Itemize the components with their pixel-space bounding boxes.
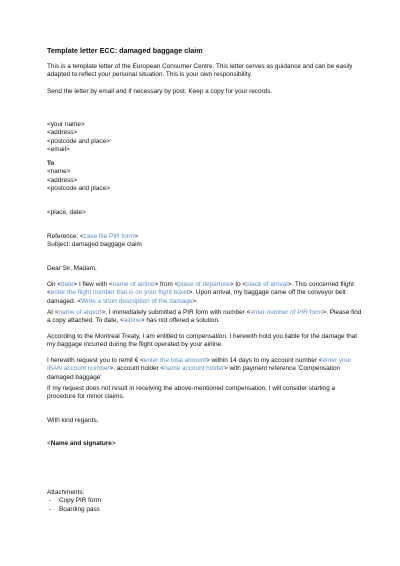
placeholder-airline-2: airline [123,317,141,325]
placeholder-pir-number: enter number of PIR form [250,309,323,316]
attachments-block [47,489,362,514]
paragraph-procedure: If my request does not result in receiving the above-mentioned compensation, I will consider starting a procedure for minor claims. [47,385,336,401]
attachment-item: - Copy PIR form [47,497,362,505]
intro-instructions: Send the letter by email and if necessary by post. Keep a copy for your records. [47,88,273,95]
placeholder-arrival: place of arrival [246,281,288,288]
attachment-item: - Boarding pass [47,506,362,514]
recipient-to-label: To [47,160,55,167]
recipient-address: <address> [47,176,78,184]
recipient-postcode: <postcode and place> [47,185,110,193]
attachments-label: Attachments: [47,489,85,496]
placeholder-airport: name of airport [58,309,102,316]
subject-line: Subject: damaged baggage claim [47,241,142,249]
intro-paragraph: This is a template letter of the European Consumer Centre. This letter serves as guidance and can be easily adapted to reflect your personal situation. This is your own responsibility. [47,63,353,79]
paragraph-pir: At <name of airport>, I immediately submitted a PIR form with number <enter number of PIR form>. Please find a copy attached. To date, <airline> has not offered a solution. [47,309,362,325]
sender-address: <address> [47,129,78,137]
placeholder-airline: name of airline [112,281,155,288]
salutation: Dear Sir, Madam, [47,265,97,272]
placeholder-account-holder: name account holder [164,365,224,373]
sender-name: <your name> [47,121,85,128]
reference-block [47,233,362,250]
placeholder-date: date [61,281,74,288]
placeholder-damage-description: Write a short description of the damage [80,297,193,305]
placeholder-departure: place of departure [178,281,230,288]
sender-email: <email> [47,146,70,154]
paragraph-flight: On <date> I flew with <name of airline> from <place of departure> to <place of arrival>. This concerned flight <enter the flight number that is on your flight ticket>. Upon arrival, my baggage came off the conveyor belt damaged. <Write a short description of the damage>. [47,281,354,305]
placeholder-total-amount: enter the total amount [143,357,206,364]
closing: With kind regards, [47,417,99,424]
placeholder-flight-number: enter the flight number that is on your flight ticket [50,289,189,297]
recipient-name: <name> [47,168,71,176]
paragraph-remit: I herewith request you to remit € <enter the total amount> within 14 days to my account number <enter your IBAN account number>, account holder <name account holder> with payment reference 'Compensation damaged baggage' [47,357,352,381]
placeholder-iban: enter your IBAN account number [47,357,352,373]
place-date: <place, date> [47,209,86,216]
sender-block [47,121,362,155]
paragraph-montreal: According to the Montreal Treaty, I am entitled to compensation. I herewith hold you liable for the damage that my baggage incurred during the flight operated by your airline. [47,333,358,349]
document-title: Template letter ECC: damaged baggage claim [47,46,203,55]
attachments-list [47,497,362,514]
signature-line: <Name and signature> [47,440,116,447]
signature-text: Name and signature [50,440,112,447]
reference-placeholder: case file PIR form [83,233,135,240]
sender-postcode: <postcode and place> [47,137,110,145]
reference-line: Reference: <case file PIR form> [47,233,138,240]
recipient-block [47,160,362,194]
